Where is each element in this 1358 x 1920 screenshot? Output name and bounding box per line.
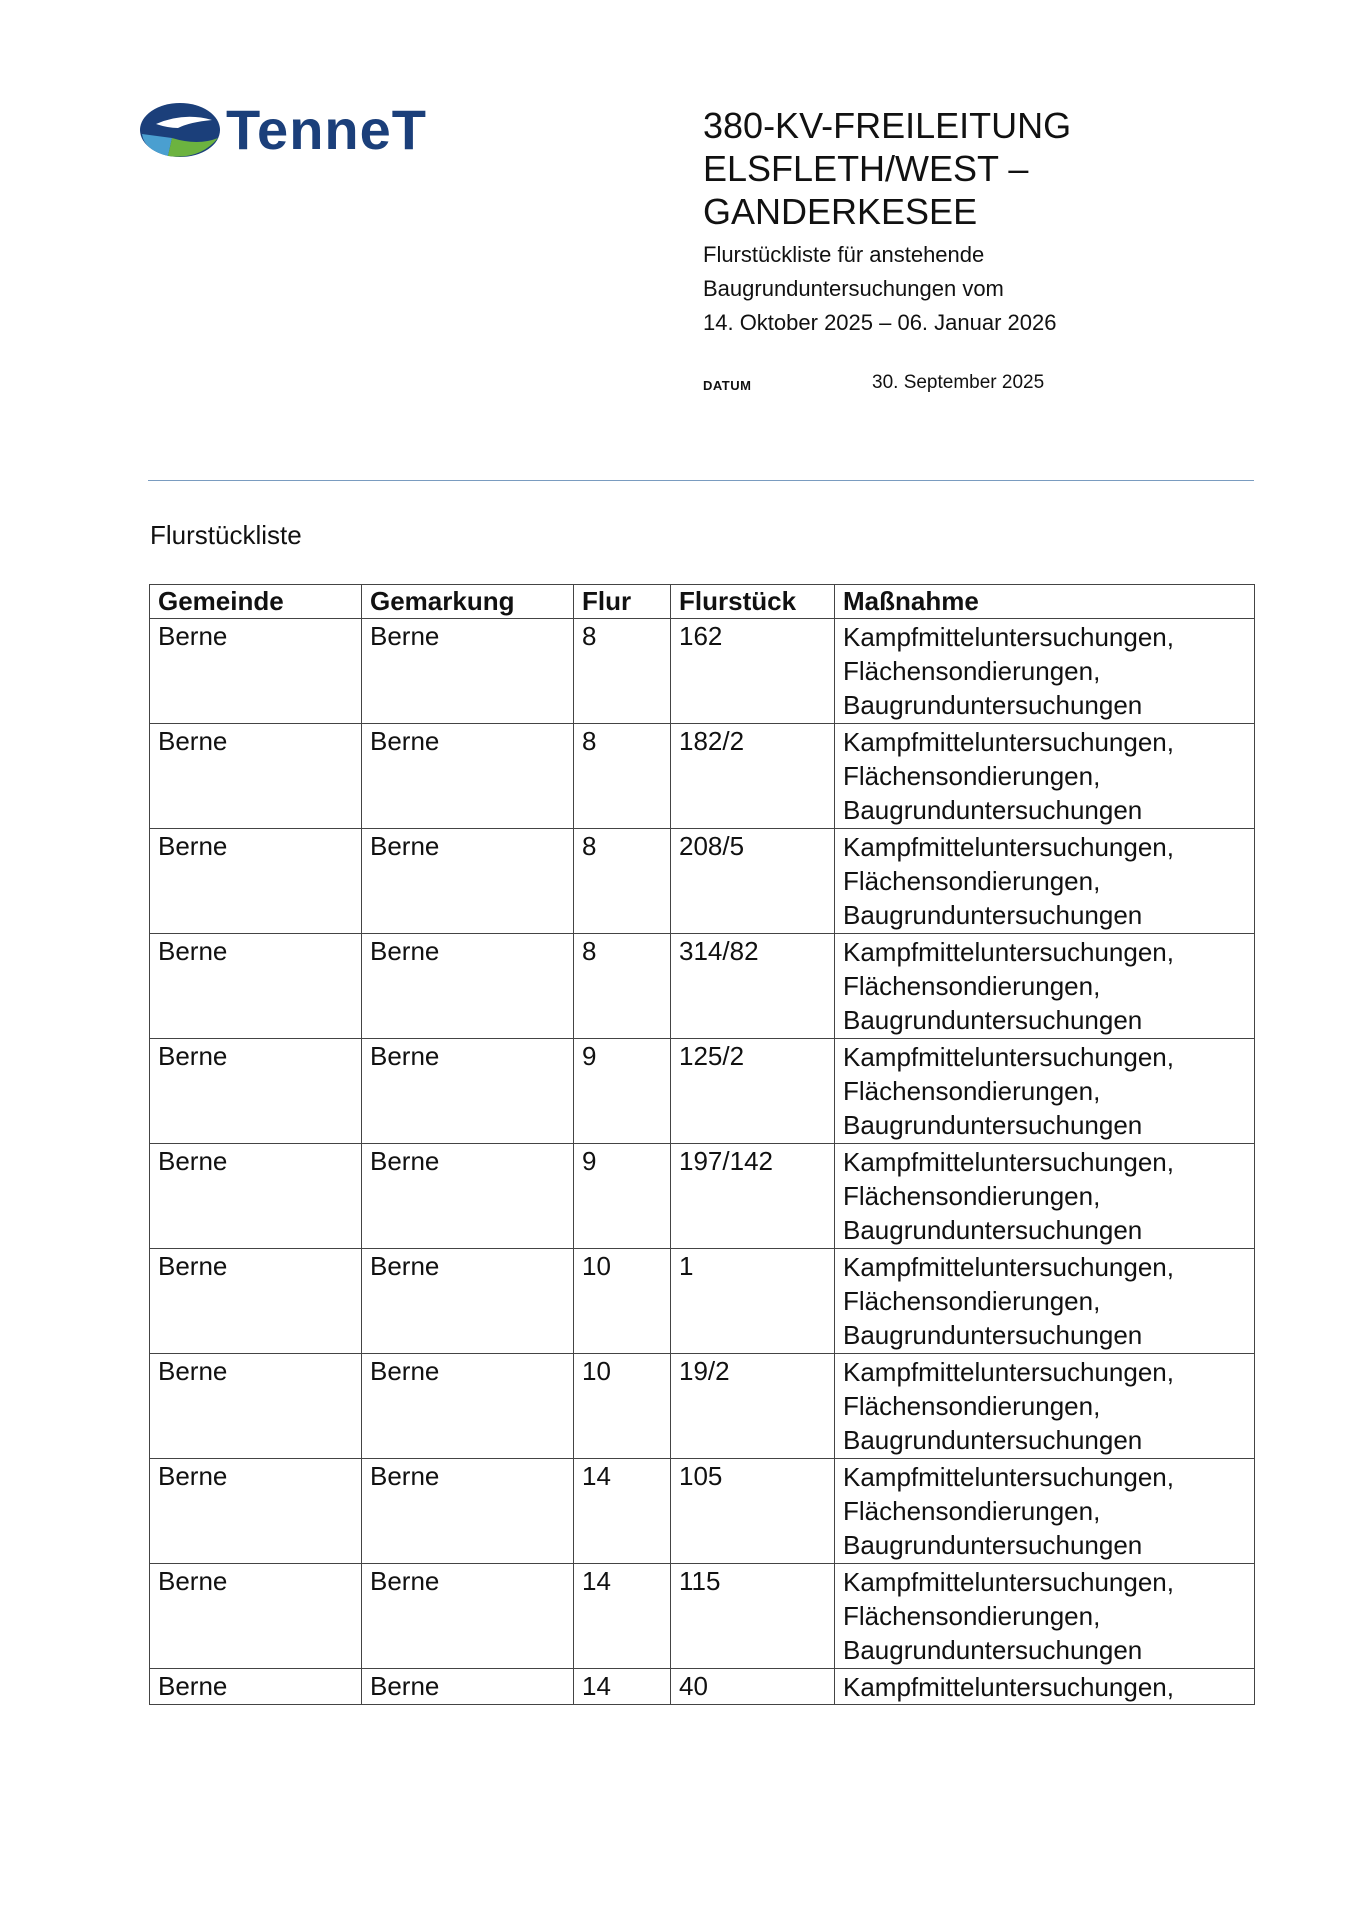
massnahme-line: Flächensondierungen, [843, 1286, 1101, 1316]
cell-gemeinde: Berne [150, 1249, 362, 1354]
cell-massnahme [835, 1564, 1255, 1669]
cell-gemeinde: Berne [150, 1459, 362, 1564]
cell-massnahme [835, 1669, 1255, 1705]
subtitle-line: Baugrunduntersuchungen vom [703, 276, 1004, 301]
cell-massnahme [835, 934, 1255, 1039]
massnahme-line: Baugrunduntersuchungen [843, 690, 1143, 720]
massnahme-line: Flächensondierungen, [843, 1076, 1101, 1106]
datum-label: DATUM [703, 378, 752, 393]
massnahme-line: Kampfmitteluntersuchungen, [843, 1462, 1174, 1492]
cell-gemarkung: Berne [362, 829, 574, 934]
massnahme-line: Kampfmitteluntersuchungen, [843, 727, 1174, 757]
tennet-wordmark: TenneT [226, 98, 427, 161]
table-row [150, 1669, 1255, 1705]
cell-flurstueck: 162 [671, 619, 835, 724]
cell-massnahme [835, 1039, 1255, 1144]
title-line: ELSFLETH/WEST – [703, 148, 1029, 189]
massnahme-line: Kampfmitteluntersuchungen, [843, 1672, 1174, 1702]
cell-gemeinde: Berne [150, 724, 362, 829]
document-title [703, 104, 1263, 233]
cell-gemeinde: Berne [150, 1039, 362, 1144]
cell-flurstueck: 197/142 [671, 1144, 835, 1249]
massnahme-line: Kampfmitteluntersuchungen, [843, 832, 1174, 862]
massnahme-line: Baugrunduntersuchungen [843, 1320, 1143, 1350]
cell-flur: 14 [574, 1669, 671, 1705]
cell-flur: 8 [574, 619, 671, 724]
parcel-table-body [150, 619, 1255, 1705]
cell-flur: 14 [574, 1459, 671, 1564]
cell-flur: 8 [574, 724, 671, 829]
massnahme-line: Kampfmitteluntersuchungen, [843, 1042, 1174, 1072]
table-row [150, 829, 1255, 934]
massnahme-line: Baugrunduntersuchungen [843, 1635, 1143, 1665]
cell-flur: 10 [574, 1249, 671, 1354]
massnahme-line: Flächensondierungen, [843, 1391, 1101, 1421]
subtitle-line: 14. Oktober 2025 – 06. Januar 2026 [703, 310, 1057, 335]
column-header-flurstueck: Flurstück [671, 585, 835, 619]
cell-flurstueck: 19/2 [671, 1354, 835, 1459]
cell-flur: 9 [574, 1144, 671, 1249]
massnahme-line: Kampfmitteluntersuchungen, [843, 622, 1174, 652]
table-row [150, 1144, 1255, 1249]
massnahme-line: Kampfmitteluntersuchungen, [843, 1147, 1174, 1177]
table-row [150, 1249, 1255, 1354]
cell-massnahme [835, 619, 1255, 724]
cell-gemarkung: Berne [362, 1354, 574, 1459]
table-header-row [150, 585, 1255, 619]
cell-gemarkung: Berne [362, 619, 574, 724]
massnahme-line: Flächensondierungen, [843, 656, 1101, 686]
massnahme-line: Baugrunduntersuchungen [843, 1110, 1143, 1140]
massnahme-line: Kampfmitteluntersuchungen, [843, 1567, 1174, 1597]
massnahme-line: Flächensondierungen, [843, 761, 1101, 791]
cell-flurstueck: 208/5 [671, 829, 835, 934]
massnahme-line: Baugrunduntersuchungen [843, 1530, 1143, 1560]
cell-flur: 14 [574, 1564, 671, 1669]
cell-gemeinde: Berne [150, 1564, 362, 1669]
subtitle-line: Flurstückliste für anstehende [703, 242, 985, 267]
massnahme-line: Kampfmitteluntersuchungen, [843, 1252, 1174, 1282]
cell-gemeinde: Berne [150, 829, 362, 934]
massnahme-line: Baugrunduntersuchungen [843, 795, 1143, 825]
cell-flurstueck: 182/2 [671, 724, 835, 829]
title-line: GANDERKESEE [703, 191, 978, 232]
cell-flur: 8 [574, 829, 671, 934]
column-header-flur: Flur [574, 585, 671, 619]
massnahme-line: Flächensondierungen, [843, 1601, 1101, 1631]
header-divider [148, 480, 1254, 481]
cell-flur: 10 [574, 1354, 671, 1459]
column-header-gemeinde: Gemeinde [150, 585, 362, 619]
datum-value: 30. September 2025 [872, 372, 1045, 393]
cell-massnahme [835, 1249, 1255, 1354]
cell-massnahme [835, 1354, 1255, 1459]
cell-flurstueck: 314/82 [671, 934, 835, 1039]
table-row [150, 934, 1255, 1039]
document-subtitle [703, 238, 1263, 340]
cell-gemarkung: Berne [362, 724, 574, 829]
cell-gemeinde: Berne [150, 619, 362, 724]
massnahme-line: Flächensondierungen, [843, 1496, 1101, 1526]
massnahme-line: Flächensondierungen, [843, 1181, 1101, 1211]
cell-massnahme [835, 1144, 1255, 1249]
table-row [150, 619, 1255, 724]
cell-massnahme [835, 829, 1255, 934]
column-header-massnahme: Maßnahme [835, 585, 1255, 619]
massnahme-line: Baugrunduntersuchungen [843, 1005, 1143, 1035]
massnahme-line: Kampfmitteluntersuchungen, [843, 937, 1174, 967]
tennet-logo-mark-icon [138, 100, 224, 162]
massnahme-line: Baugrunduntersuchungen [843, 1425, 1143, 1455]
massnahme-line: Baugrunduntersuchungen [843, 900, 1143, 930]
cell-flur: 8 [574, 934, 671, 1039]
cell-gemeinde: Berne [150, 1669, 362, 1705]
cell-gemarkung: Berne [362, 1459, 574, 1564]
cell-gemarkung: Berne [362, 1564, 574, 1669]
title-line: 380-KV-FREILEITUNG [703, 105, 1072, 146]
table-row [150, 1564, 1255, 1669]
table-row [150, 724, 1255, 829]
table-row [150, 1459, 1255, 1564]
massnahme-line: Flächensondierungen, [843, 971, 1101, 1001]
cell-flurstueck: 1 [671, 1249, 835, 1354]
tennet-logo [138, 100, 458, 164]
cell-flurstueck: 115 [671, 1564, 835, 1669]
cell-gemarkung: Berne [362, 1669, 574, 1705]
cell-gemeinde: Berne [150, 1354, 362, 1459]
cell-flurstueck: 40 [671, 1669, 835, 1705]
cell-flurstueck: 105 [671, 1459, 835, 1564]
cell-gemeinde: Berne [150, 1144, 362, 1249]
section-heading: Flurstückliste [150, 520, 302, 550]
table-row [150, 1354, 1255, 1459]
cell-massnahme [835, 1459, 1255, 1564]
cell-gemarkung: Berne [362, 1144, 574, 1249]
massnahme-line: Flächensondierungen, [843, 866, 1101, 896]
cell-gemeinde: Berne [150, 934, 362, 1039]
cell-flurstueck: 125/2 [671, 1039, 835, 1144]
cell-gemarkung: Berne [362, 934, 574, 1039]
table-row [150, 1039, 1255, 1144]
column-header-gemarkung: Gemarkung [362, 585, 574, 619]
cell-flur: 9 [574, 1039, 671, 1144]
cell-massnahme [835, 724, 1255, 829]
cell-gemarkung: Berne [362, 1249, 574, 1354]
cell-gemarkung: Berne [362, 1039, 574, 1144]
massnahme-line: Kampfmitteluntersuchungen, [843, 1357, 1174, 1387]
parcel-table [149, 584, 1255, 1705]
massnahme-line: Baugrunduntersuchungen [843, 1215, 1143, 1245]
